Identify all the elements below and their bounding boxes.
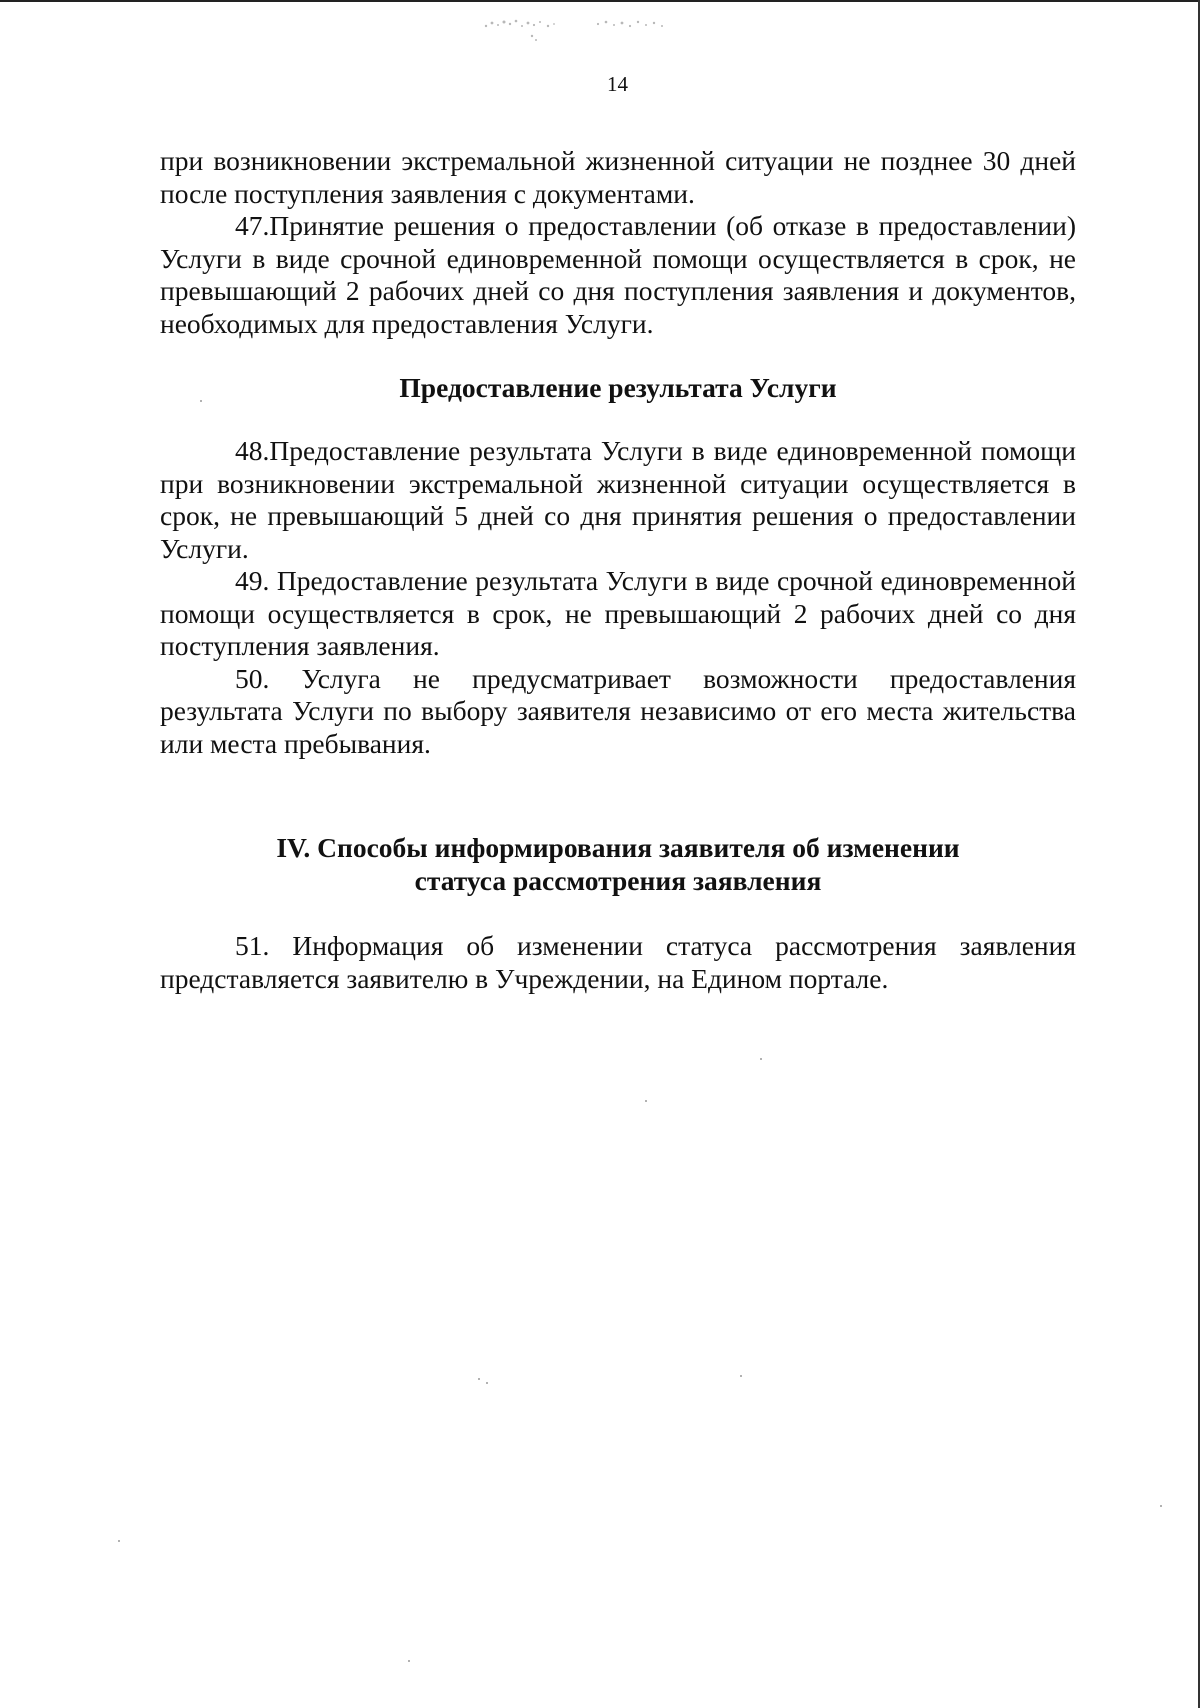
page-number: 14: [607, 72, 628, 96]
paragraph-49: 49. Предоставление результата Услуги в виде срочной единовременной помощи осуществляется в срок, не превышающий 2 рабочих дней со дня поступления заявления.: [160, 565, 1076, 661]
text-block-middle: [160, 435, 1076, 760]
text-block-lower: [160, 930, 1076, 995]
scan-speck: [200, 400, 202, 402]
heading-result-provision: Предоставление результата Услуги: [399, 372, 837, 403]
scan-speck: [478, 1378, 480, 1380]
scan-artifact-marks: [478, 14, 708, 44]
scan-speck: [486, 1382, 488, 1384]
paragraph-51: 51. Информация об изменении статуса рассмотрения заявления представляется заявителю в Учреждении, на Едином портале.: [160, 930, 1076, 994]
heading-section-4: [160, 832, 1076, 897]
heading-section-4-line1: IV. Способы информирования заявителя об изменении: [276, 832, 960, 863]
paragraph-48: 48.Предоставление результата Услуги в виде единовременной помощи при возникновении экстремальной жизненной ситуации осуществляется в срок, не превышающий 5 дней со дня принятия решения о предоставлении Услуги.: [160, 435, 1076, 564]
scan-speck: [408, 1660, 410, 1662]
paragraph-continuation: при возникновении экстремальной жизненной ситуации не позднее 30 дней после поступления заявления с документами.: [160, 145, 1076, 209]
paragraph-47: 47.Принятие решения о предоставлении (об отказе в предоставлении) Услуги в виде срочной единовременной помощи осуществляется в срок, не превышающий 2 рабочих дней со дня поступления заявления и документов, необходимых для предоставления Услуги.: [160, 210, 1076, 339]
heading-section-4-line2: статуса рассмотрения заявления: [414, 864, 822, 896]
scan-top-edge: [0, 0, 1200, 2]
scan-speck: [760, 1058, 762, 1060]
scan-speck: [118, 1540, 120, 1542]
paragraph-50: 50. Услуга не предусматривает возможности предоставления результата Услуги по выбору заявителя независимо от его места жительства или места пребывания.: [160, 662, 1076, 759]
text-block-upper: [160, 145, 1076, 340]
scan-speck: [1160, 1505, 1162, 1507]
scan-speck: [740, 1375, 742, 1377]
scan-speck: [645, 1100, 647, 1102]
